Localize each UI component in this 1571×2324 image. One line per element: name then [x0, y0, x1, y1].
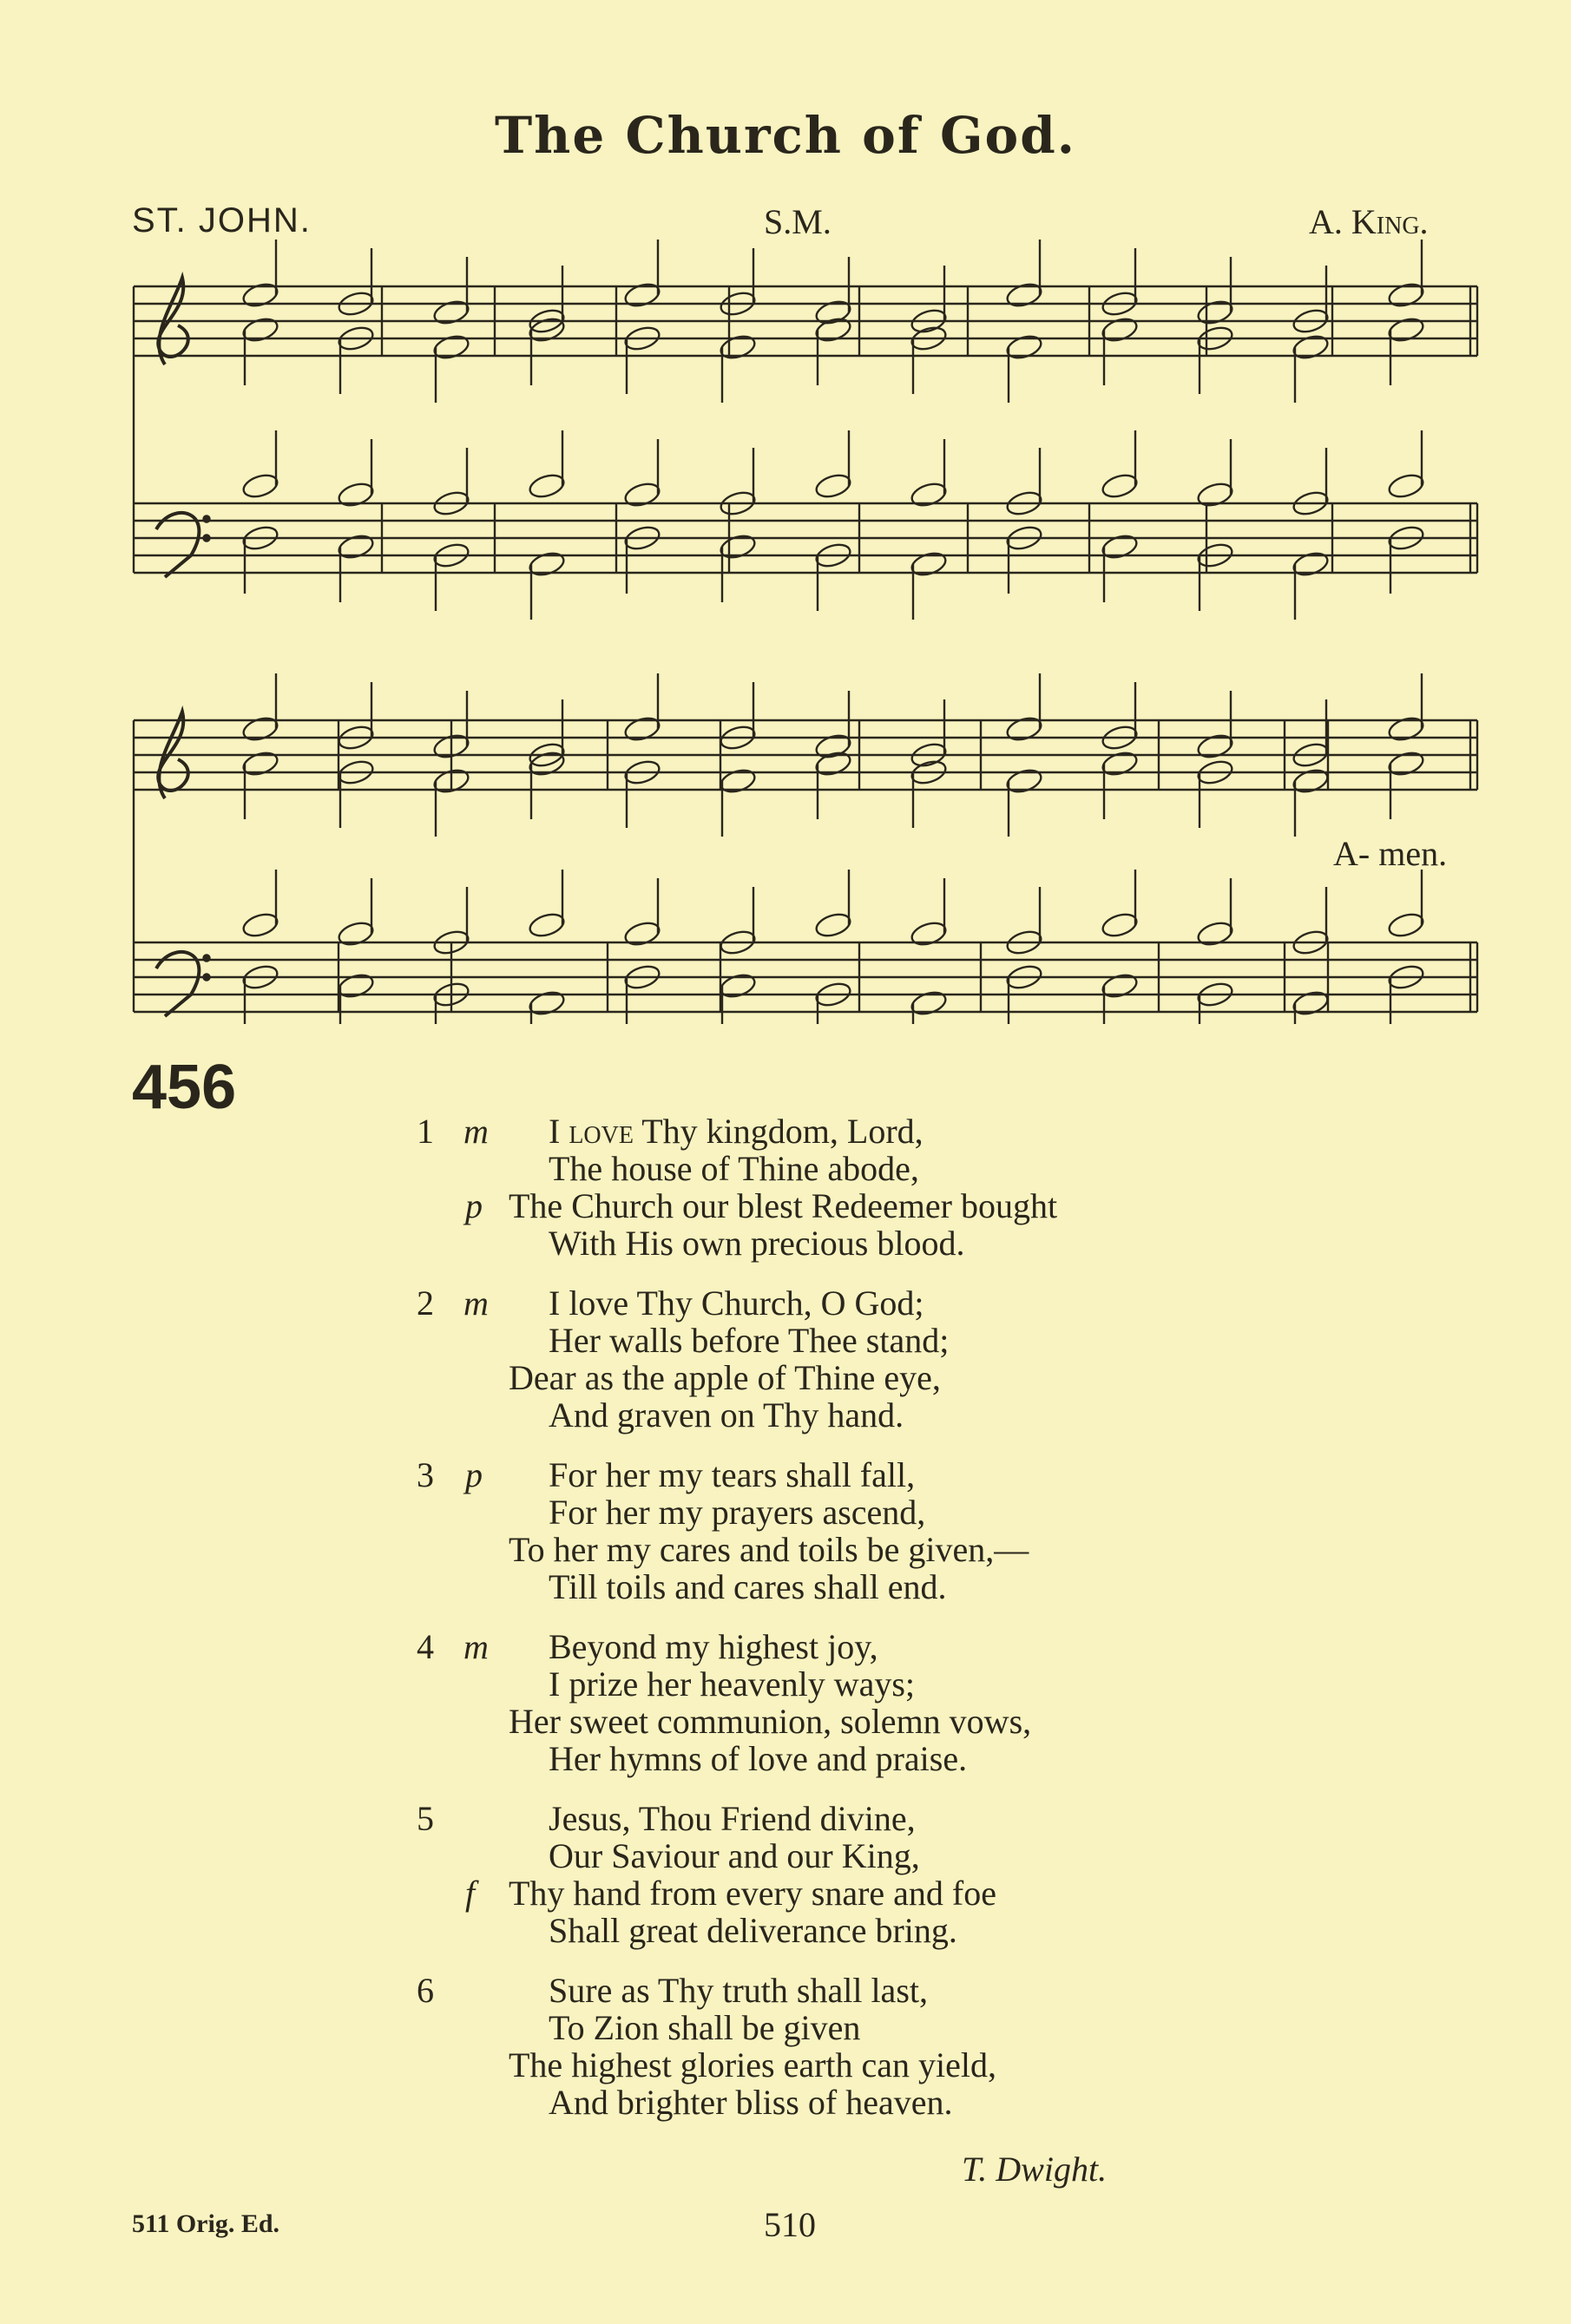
dynamic-marking: p — [465, 1186, 483, 1225]
bass-note — [337, 532, 376, 561]
lyric-text: I prize her heavenly ways; — [549, 1664, 916, 1704]
tenor-note — [623, 480, 662, 509]
stanza-line — [408, 1284, 1276, 1322]
stanza-6 — [408, 1972, 1276, 2121]
stanza-number: 2 — [417, 1283, 434, 1323]
lyric-text: To her my cares and toils be given,— — [509, 1530, 1029, 1569]
lyric-text: I love Thy Church, O God; — [549, 1283, 924, 1323]
lyric-text: The highest glories earth can yield, — [509, 2045, 997, 2084]
tune-meter: S.M. — [764, 202, 832, 241]
lyric-text: Sure as Thy truth shall last, — [549, 1971, 928, 2010]
soprano-note — [623, 714, 662, 743]
bass-note — [528, 988, 567, 1017]
stanza-line — [408, 1531, 1276, 1568]
stanza-line — [408, 1665, 1276, 1703]
stanza-line — [408, 1456, 1276, 1494]
soprano-note — [241, 280, 280, 309]
tenor-note — [241, 471, 280, 500]
tenor-note — [528, 910, 567, 939]
dynamic-marking: p — [465, 1455, 483, 1494]
stanza-line — [408, 1800, 1276, 1837]
tenor-note — [1101, 471, 1140, 500]
bass-note — [719, 532, 758, 561]
stanza-line — [408, 1359, 1276, 1396]
bass-note — [1101, 532, 1140, 561]
soprano-note — [814, 732, 853, 760]
tenor-note — [241, 910, 280, 939]
lyric-text — [549, 1113, 924, 1150]
bass-note — [719, 971, 758, 1000]
lyric-text: Jesus, Thou Friend divine, — [549, 1799, 916, 1838]
lyric-text: The Church our blest Redeemer bought — [509, 1186, 1058, 1225]
lyric-text: For her my prayers ascend, — [549, 1493, 926, 1532]
soprano-note — [1387, 280, 1426, 309]
alto-note — [1101, 315, 1140, 344]
lyric-text: The house of Thine abode, — [549, 1149, 919, 1188]
alto-note — [1292, 766, 1331, 795]
original-edition-ref: 511 Orig. Ed. — [132, 2209, 280, 2238]
stanza-line — [408, 1150, 1276, 1187]
stanza-line — [408, 1972, 1276, 2009]
soprano-note — [241, 714, 280, 743]
dynamic-marking: m — [463, 1112, 489, 1151]
soprano-note — [814, 298, 853, 326]
tenor-note — [1101, 910, 1140, 939]
tenor-note — [814, 910, 853, 939]
tenor-note — [1196, 919, 1235, 948]
bass-clef-dot — [204, 955, 210, 962]
lyric-text: Thy hand from every snare and foe — [509, 1874, 996, 1913]
hymn-author: T. Dwight. — [962, 2150, 1108, 2189]
tenor-note — [910, 919, 949, 948]
stanza-5 — [408, 1800, 1276, 1949]
soprano-note — [1005, 714, 1044, 743]
soprano-note — [1005, 280, 1044, 309]
stanza-number: 3 — [417, 1455, 434, 1494]
alto-note — [1005, 332, 1044, 361]
tune-composer: A. King. — [1309, 202, 1429, 241]
stanza-line — [408, 1912, 1276, 1949]
tenor-note — [623, 919, 662, 948]
tune-name: ST. JOHN. — [132, 201, 312, 240]
soprano-note — [1196, 732, 1235, 760]
stanza-3 — [408, 1456, 1276, 1605]
lyric-text: Shall great deliverance bring. — [549, 1911, 957, 1950]
alto-note — [241, 315, 280, 344]
tenor-note — [337, 919, 376, 948]
stanza-line — [408, 2084, 1276, 2121]
alto-note — [1292, 332, 1331, 361]
stanza-line — [408, 1224, 1276, 1262]
bass-clef — [156, 952, 199, 1016]
lyric-text: To Zion shall be given — [549, 2008, 861, 2047]
section-title: The Church of God. — [495, 106, 1076, 165]
stanza-line — [408, 1568, 1276, 1605]
bass-clef-dot — [204, 535, 210, 542]
page-number: 510 — [764, 2205, 816, 2244]
bass-note — [1101, 971, 1140, 1000]
tenor-note — [528, 471, 567, 500]
bass-clef-dot — [204, 516, 210, 522]
bass-clef — [156, 513, 199, 577]
dynamic-marking: f — [465, 1874, 476, 1913]
lyric-rest: Thy kingdom, Lord, — [633, 1112, 924, 1151]
stanza-number: 6 — [417, 1971, 434, 2010]
tenor-note — [910, 480, 949, 509]
dynamic-marking: m — [463, 1283, 489, 1323]
lyric-text: Till toils and cares shall end. — [549, 1567, 947, 1606]
alto-note — [1387, 749, 1426, 778]
stanza-2 — [408, 1284, 1276, 1434]
stanza-number: 4 — [417, 1627, 434, 1666]
hymn-text — [408, 1113, 1276, 2143]
stanza-line — [408, 1187, 1276, 1224]
stanza-4 — [408, 1628, 1276, 1777]
bass-clef-dot — [204, 975, 210, 981]
stanza-line — [408, 1113, 1276, 1150]
alto-note — [1005, 766, 1044, 795]
stanza-line — [408, 1628, 1276, 1665]
stanza-line — [408, 1494, 1276, 1531]
soprano-note — [1196, 298, 1235, 326]
stanza-line — [408, 1322, 1276, 1359]
alto-note — [814, 749, 853, 778]
stanza-line — [408, 1837, 1276, 1874]
soprano-note — [432, 298, 471, 326]
tenor-note — [814, 471, 853, 500]
tenor-note — [337, 480, 376, 509]
lyric-text: Her hymns of love and praise. — [549, 1739, 968, 1778]
stanza-number: 5 — [417, 1799, 434, 1838]
dynamic-marking: m — [463, 1627, 489, 1666]
alto-note — [719, 332, 758, 361]
stanza-line — [408, 1740, 1276, 1777]
tenor-note — [1387, 910, 1426, 939]
lyric-text: And graven on Thy hand. — [549, 1395, 904, 1434]
alto-note — [432, 332, 471, 361]
lyric-text: For her my tears shall fall, — [549, 1455, 916, 1494]
soprano-note — [623, 280, 662, 309]
lyric-text: Dear as the apple of Thine eye, — [509, 1358, 941, 1397]
bass-note — [910, 549, 949, 578]
lyric-text: And brighter bliss of heaven. — [549, 2083, 953, 2122]
tenor-note — [1196, 480, 1235, 509]
stanza-line — [408, 1874, 1276, 1912]
bass-note — [337, 971, 376, 1000]
stanza-line — [408, 1396, 1276, 1434]
small-caps-lead: I love — [549, 1112, 634, 1151]
lyric-text: With His own precious blood. — [549, 1224, 965, 1263]
stanza-line — [408, 2009, 1276, 2046]
stanza-number: 1 — [417, 1112, 434, 1151]
alto-note — [241, 749, 280, 778]
alto-note — [814, 315, 853, 344]
lyric-text: Beyond my highest joy, — [549, 1627, 878, 1666]
lyric-text: Her walls before Thee stand; — [549, 1321, 950, 1360]
stanza-line — [408, 1703, 1276, 1740]
alto-note — [1387, 315, 1426, 344]
amen-lyric: A- men. — [1333, 834, 1448, 873]
tenor-note — [1387, 471, 1426, 500]
lyric-text: Our Saviour and our King, — [549, 1836, 920, 1875]
alto-note — [719, 766, 758, 795]
bass-note — [1292, 988, 1331, 1017]
lyric-text: Her sweet communion, solemn vows, — [509, 1702, 1032, 1741]
stanza-line — [408, 2046, 1276, 2084]
hymn-number: 456 — [132, 1053, 237, 1122]
alto-note — [1101, 749, 1140, 778]
stanza-1 — [408, 1113, 1276, 1262]
soprano-note — [1387, 714, 1426, 743]
bass-note — [528, 549, 567, 578]
bass-note — [910, 988, 949, 1017]
bass-note — [1292, 549, 1331, 578]
